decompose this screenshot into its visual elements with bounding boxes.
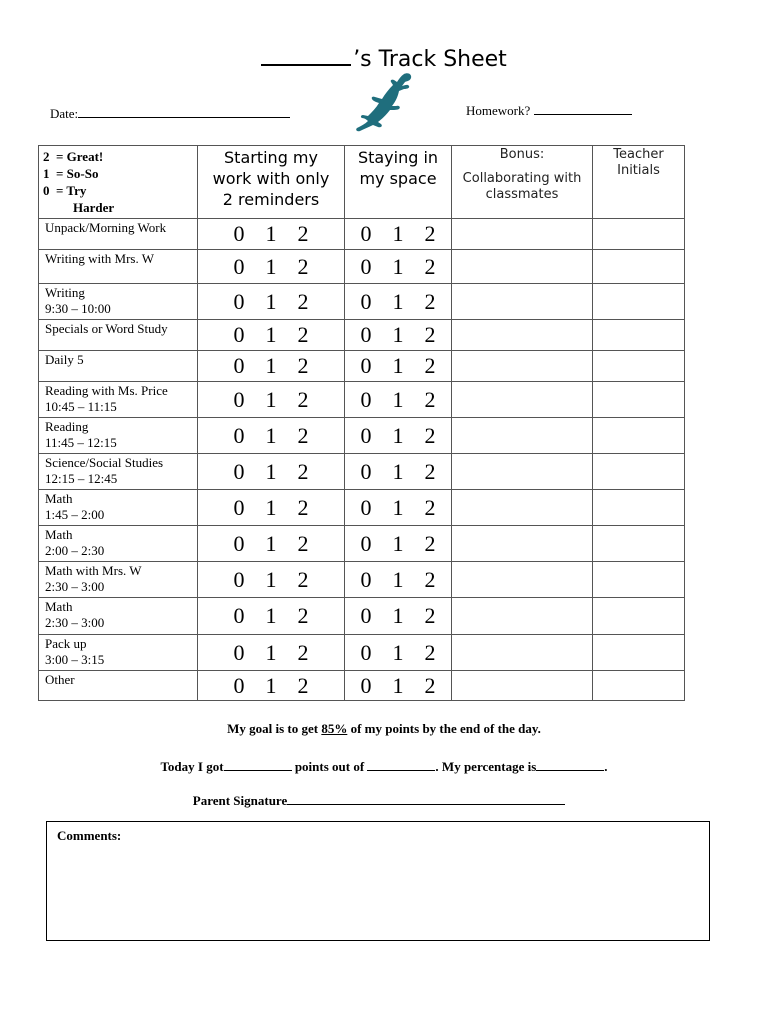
score-0[interactable]: 0 [233,494,245,520]
score-cell-space[interactable] [345,526,452,562]
score-2[interactable]: 2 [424,603,436,628]
teacher-initials-cell[interactable] [593,382,685,418]
score-1[interactable]: 1 [392,221,404,246]
bonus-cell[interactable] [452,418,593,454]
teacher-initials-cell[interactable] [593,284,685,320]
score-cell-space[interactable] [345,351,452,382]
score-0[interactable]: 0 [360,221,372,246]
score-2[interactable]: 2 [297,422,309,448]
score-1[interactable]: 1 [392,288,404,314]
score-legend [39,146,198,219]
score-0[interactable]: 0 [233,353,245,378]
comments-label: Comments: [57,828,122,843]
score-cell-reminders[interactable] [198,490,345,526]
table-row [39,219,685,250]
score-cell-reminders[interactable] [198,351,345,382]
parent-signature-blank[interactable] [287,792,565,805]
score-0[interactable]: 0 [360,422,372,448]
activity-label [39,526,198,562]
score-cell-space[interactable] [345,562,452,598]
column-header-reminders [198,146,345,219]
teacher-initials-cell[interactable] [593,351,685,382]
score-1[interactable]: 1 [392,639,404,665]
bonus-cell[interactable] [452,351,593,382]
table-row [39,454,685,490]
score-0[interactable]: 0 [233,253,245,279]
header-line: work with only [212,169,330,188]
homework-blank[interactable] [534,102,632,115]
date-field[interactable] [50,105,290,122]
table-row [39,351,685,382]
bonus-cell[interactable] [452,598,593,635]
activity-label [39,219,198,250]
activity-label [39,418,198,454]
score-cell-reminders[interactable] [198,635,345,671]
goal-text: My goal is to get [227,721,319,736]
goal-percentage: 85% [321,721,348,736]
teacher-initials-cell[interactable] [593,418,685,454]
score-cell-reminders[interactable] [198,250,345,284]
legend-line: 0 = Try [43,183,87,198]
activity-name: Unpack/Morning Work [45,220,167,235]
score-0[interactable]: 0 [233,672,245,698]
homework-field[interactable] [466,102,632,119]
score-2[interactable]: 2 [297,253,309,279]
score-0[interactable]: 0 [360,253,372,279]
score-0[interactable]: 0 [360,494,372,520]
score-2[interactable]: 2 [424,253,436,279]
score-1[interactable]: 1 [392,353,404,378]
score-0[interactable]: 0 [233,322,245,347]
bonus-cell[interactable] [452,562,593,598]
table-row [39,526,685,562]
score-cell-space[interactable] [345,418,452,454]
table-row [39,635,685,671]
score-2[interactable]: 2 [297,530,309,556]
score-2[interactable]: 2 [297,221,309,246]
score-cell-reminders[interactable] [198,320,345,351]
score-cell-reminders[interactable] [198,671,345,701]
activity-name: Science/Social Studies [45,455,164,470]
header-line: classmates [485,187,559,202]
header-line: Staying in [357,148,439,167]
score-cell-space[interactable] [345,320,452,351]
bonus-cell[interactable] [452,219,593,250]
name-blank[interactable] [261,46,351,66]
score-1[interactable]: 1 [392,322,404,347]
activity-name: Daily 5 [45,352,84,367]
teacher-initials-cell[interactable] [593,320,685,351]
bonus-cell[interactable] [452,671,593,701]
score-cell-space[interactable] [345,635,452,671]
table-row [39,598,685,635]
bonus-cell[interactable] [452,284,593,320]
activity-name: Pack up [45,636,87,651]
score-cell-reminders[interactable] [198,418,345,454]
score-2[interactable]: 2 [424,566,436,592]
score-1[interactable]: 1 [392,603,404,628]
activity-name: Math [45,527,73,542]
header-line: Initials [617,163,660,178]
score-0[interactable]: 0 [233,566,245,592]
bonus-cell[interactable] [452,382,593,418]
header-row [39,146,685,219]
score-2[interactable]: 2 [297,288,309,314]
teacher-initials-cell[interactable] [593,250,685,284]
score-2[interactable]: 2 [297,494,309,520]
score-2[interactable]: 2 [424,672,436,698]
table-row [39,418,685,454]
score-1[interactable]: 1 [392,253,404,279]
score-0[interactable]: 0 [233,639,245,665]
track-table [38,145,685,701]
bonus-cell[interactable] [452,526,593,562]
score-0[interactable]: 0 [360,386,372,412]
score-2[interactable]: 2 [424,386,436,412]
parent-signature-label: Parent Signature [192,793,288,808]
score-2[interactable]: 2 [297,603,309,628]
score-1[interactable]: 1 [392,530,404,556]
score-1[interactable]: 1 [265,494,277,520]
score-0[interactable]: 0 [360,458,372,484]
score-cell-space[interactable] [345,454,452,490]
activity-label [39,382,198,418]
header-line: my space [359,169,437,188]
score-1[interactable]: 1 [265,322,277,347]
legend-line: 1 = So-So [43,166,99,181]
bonus-cell[interactable] [452,490,593,526]
activity-label [39,351,198,382]
activity-name: Math with Mrs. W [45,563,142,578]
activity-name: Writing with Mrs. W [45,251,155,266]
score-1[interactable]: 1 [265,639,277,665]
today-text: points out of [294,759,365,774]
table-row [39,382,685,418]
activity-name: Other [45,672,75,687]
score-1[interactable]: 1 [392,672,404,698]
score-1[interactable]: 1 [392,494,404,520]
score-cell-space[interactable] [345,490,452,526]
bonus-cell[interactable] [452,635,593,671]
activity-name: Math [45,599,73,614]
teacher-initials-cell[interactable] [593,671,685,701]
page-title [0,46,768,72]
score-0[interactable]: 0 [233,221,245,246]
score-cell-reminders[interactable] [198,598,345,635]
score-1[interactable]: 1 [392,422,404,448]
score-1[interactable]: 1 [265,288,277,314]
activity-label [39,671,198,701]
table-row [39,562,685,598]
score-1[interactable]: 1 [265,221,277,246]
activity-name: Writing [45,285,85,300]
score-2[interactable]: 2 [297,672,309,698]
activity-time: 2:00 – 2:30 [45,543,105,558]
points-got-blank[interactable] [224,758,292,771]
activity-time: 2:30 – 3:00 [45,579,105,594]
score-cell-reminders[interactable] [198,562,345,598]
table-row [39,320,685,351]
legend-line: Harder [73,200,115,215]
header-line: Teacher [613,147,664,162]
activity-label [39,320,198,351]
score-cell-reminders[interactable] [198,382,345,418]
homework-label: Homework? [466,103,531,118]
score-2[interactable]: 2 [424,353,436,378]
teacher-initials-cell[interactable] [593,219,685,250]
header-line: Collaborating with [462,171,582,186]
score-2[interactable]: 2 [297,458,309,484]
goal-line [0,721,768,737]
score-2[interactable]: 2 [424,458,436,484]
score-1[interactable]: 1 [265,672,277,698]
activity-name: Specials or Word Study [45,321,168,336]
header-line: 2 reminders [222,190,320,209]
score-0[interactable]: 0 [233,422,245,448]
title-text: ’s Track Sheet [353,47,507,72]
date-blank[interactable] [78,105,290,118]
date-label: Date: [50,106,79,121]
parent-signature-line [0,792,763,809]
score-0[interactable]: 0 [360,672,372,698]
score-1[interactable]: 1 [392,566,404,592]
score-cell-space[interactable] [345,382,452,418]
column-header-space [345,146,452,219]
score-cell-space[interactable] [345,250,452,284]
score-cell-space[interactable] [345,671,452,701]
score-cell-space[interactable] [345,219,452,250]
activity-time: 10:45 – 11:15 [45,399,117,414]
score-2[interactable]: 2 [297,353,309,378]
score-cell-reminders[interactable] [198,219,345,250]
percentage-blank[interactable] [536,758,604,771]
score-2[interactable]: 2 [297,322,309,347]
score-2[interactable]: 2 [424,322,436,347]
activity-label [39,562,198,598]
score-1[interactable]: 1 [265,422,277,448]
score-2[interactable]: 2 [297,386,309,412]
activity-label [39,284,198,320]
header-line: Bonus: [499,147,545,162]
score-2[interactable]: 2 [297,566,309,592]
activity-label [39,598,198,635]
teacher-initials-cell[interactable] [593,598,685,635]
score-cell-reminders[interactable] [198,526,345,562]
score-cell-reminders[interactable] [198,284,345,320]
goal-text: of my points by the end of the day. [350,721,541,736]
teacher-initials-cell[interactable] [593,562,685,598]
score-1[interactable]: 1 [392,386,404,412]
activity-name: Reading with Ms. Price [45,383,168,398]
today-text: Today I got [160,759,224,774]
score-0[interactable]: 0 [360,353,372,378]
activity-time: 12:15 – 12:45 [45,471,118,486]
comments-box[interactable] [46,821,710,941]
score-2[interactable]: 2 [424,288,436,314]
score-0[interactable]: 0 [360,566,372,592]
score-0[interactable]: 0 [360,603,372,628]
teacher-initials-cell[interactable] [593,635,685,671]
today-text: . [604,759,608,774]
score-0[interactable]: 0 [360,639,372,665]
today-text: . My percentage is [435,759,537,774]
bonus-cell[interactable] [452,454,593,490]
salamander-icon [352,70,414,138]
score-2[interactable]: 2 [424,494,436,520]
header-line: Starting my [224,148,318,167]
teacher-initials-cell[interactable] [593,526,685,562]
score-cell-space[interactable] [345,284,452,320]
table-row [39,284,685,320]
table-row [39,490,685,526]
score-1[interactable]: 1 [265,253,277,279]
score-1[interactable]: 1 [265,458,277,484]
score-2[interactable]: 2 [424,530,436,556]
score-0[interactable]: 0 [233,386,245,412]
score-0[interactable]: 0 [360,530,372,556]
score-0[interactable]: 0 [360,288,372,314]
today-line [0,758,768,775]
points-total-blank[interactable] [367,758,435,771]
activity-label [39,454,198,490]
score-0[interactable]: 0 [233,288,245,314]
table-body [39,219,685,701]
score-0[interactable]: 0 [360,322,372,347]
activity-name: Reading [45,419,89,434]
activity-time: 9:30 – 10:00 [45,301,111,316]
legend-line: 2 = Great! [43,149,104,164]
column-header-teacher [593,146,685,219]
activity-time: 1:45 – 2:00 [45,507,105,522]
bonus-cell[interactable] [452,320,593,351]
score-0[interactable]: 0 [233,603,245,628]
score-2[interactable]: 2 [424,422,436,448]
score-2[interactable]: 2 [424,221,436,246]
score-cell-space[interactable] [345,598,452,635]
activity-time: 11:45 – 12:15 [45,435,117,450]
teacher-initials-cell[interactable] [593,454,685,490]
score-2[interactable]: 2 [297,639,309,665]
teacher-initials-cell[interactable] [593,490,685,526]
bonus-cell[interactable] [452,250,593,284]
score-1[interactable]: 1 [265,530,277,556]
activity-time: 2:30 – 3:00 [45,615,105,630]
score-1[interactable]: 1 [265,386,277,412]
table-row [39,671,685,701]
activity-time: 3:00 – 3:15 [45,652,105,667]
score-1[interactable]: 1 [265,353,277,378]
column-header-bonus [452,146,593,219]
score-0[interactable]: 0 [233,458,245,484]
activity-name: Math [45,491,73,506]
score-1[interactable]: 1 [265,566,277,592]
activity-label [39,250,198,284]
score-1[interactable]: 1 [265,603,277,628]
activity-label [39,490,198,526]
activity-label [39,635,198,671]
score-2[interactable]: 2 [424,639,436,665]
score-0[interactable]: 0 [233,530,245,556]
score-cell-reminders[interactable] [198,454,345,490]
score-1[interactable]: 1 [392,458,404,484]
table-row [39,250,685,284]
